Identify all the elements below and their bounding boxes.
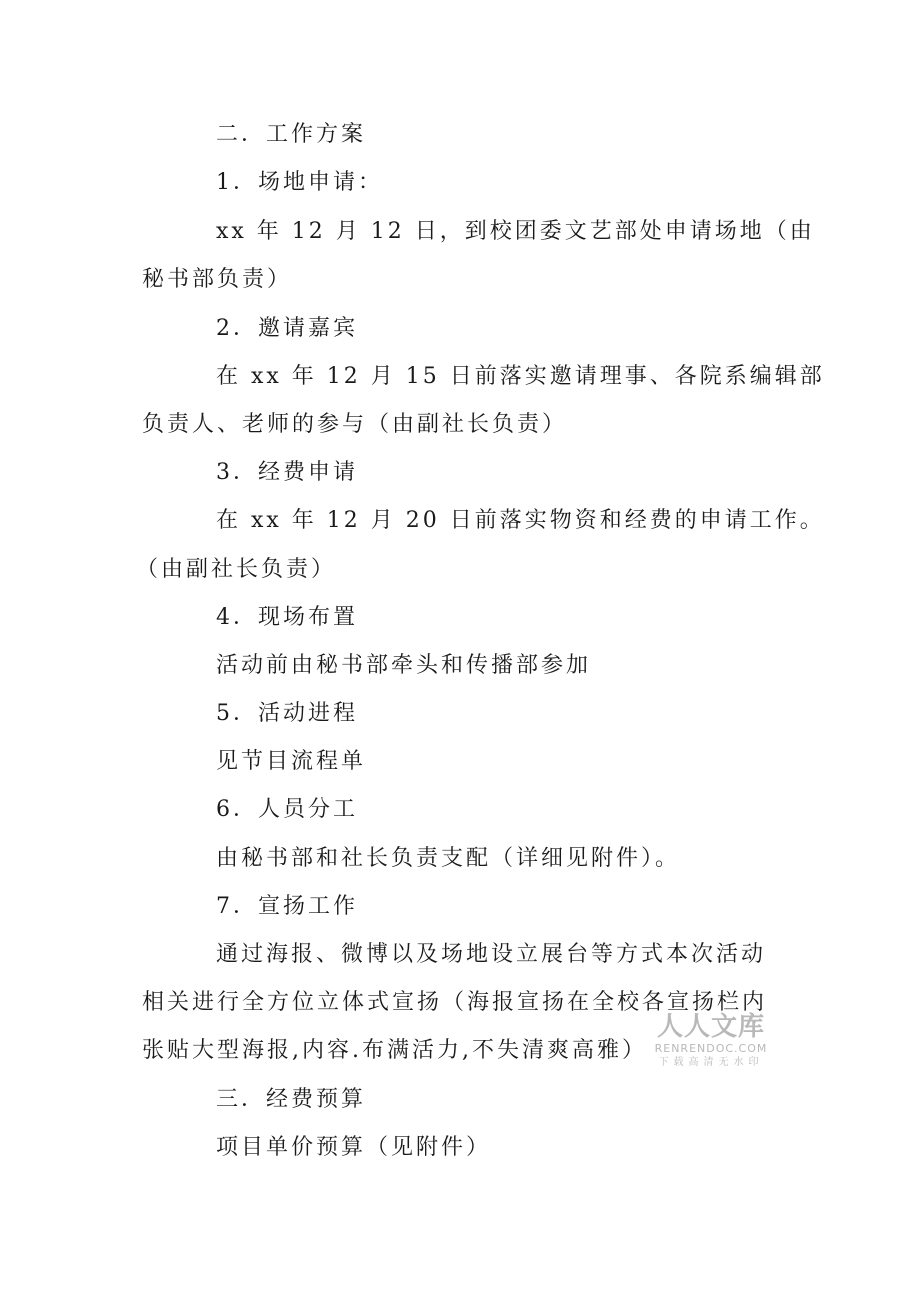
watermark-title: 人人文库 xyxy=(656,1012,765,1042)
section-heading-budget: 三．经费预算 xyxy=(216,1087,367,1112)
item-heading-funding-application: 3．经费申请 xyxy=(216,460,358,485)
paragraph-line: 负责人、老师的参与（由副社长负责） xyxy=(142,412,568,437)
item-heading-staff-division: 6．人员分工 xyxy=(216,797,358,822)
section-heading-work-plan: 二．工作方案 xyxy=(216,122,367,147)
paragraph-line: 在 xx 年 12 月 20 日前落实物资和经费的申请工作。 xyxy=(216,508,825,533)
item-heading-venue-application: 1．场地申请： xyxy=(216,170,383,195)
watermark-logo xyxy=(646,1012,776,1070)
paragraph-line: 由秘书部和社长负责支配（详细见附件）。 xyxy=(216,846,681,871)
paragraph-line: xx 年 12 月 12 日，到校团委文艺部处申请场地（由 xyxy=(216,219,815,244)
item-heading-invite-guests: 2．邀请嘉宾 xyxy=(216,316,358,341)
paragraph-line: 相关进行全方位立体式宣扬（海报宣扬在全校各宣扬栏内 xyxy=(142,990,768,1015)
paragraph-line: （由副社长负责） xyxy=(136,557,337,582)
paragraph-line: 活动前由秘书部牵头和传播部参加 xyxy=(216,653,592,678)
paragraph-line: 张贴大型海报,内容.布满活力,不失清爽高雅） xyxy=(142,1038,647,1063)
item-heading-publicity: 7．宣扬工作 xyxy=(216,894,358,919)
paragraph-line: 秘书部负责） xyxy=(142,267,293,292)
item-heading-venue-setup: 4．现场布置 xyxy=(216,605,358,630)
watermark-domain: RENRENDOC.COM xyxy=(654,1042,768,1055)
paragraph-line: 见节目流程单 xyxy=(216,749,367,774)
watermark-subtitle: 下载高清无水印 xyxy=(658,1057,764,1068)
paragraph-line: 在 xx 年 12 月 15 日前落实邀请理事、各院系编辑部 xyxy=(216,364,825,389)
paragraph-line: 项目单价预算（见附件） xyxy=(216,1135,492,1160)
item-heading-activity-process: 5．活动进程 xyxy=(216,701,358,726)
paragraph-line: 通过海报、微博以及场地设立展台等方式本次活动 xyxy=(216,942,767,967)
